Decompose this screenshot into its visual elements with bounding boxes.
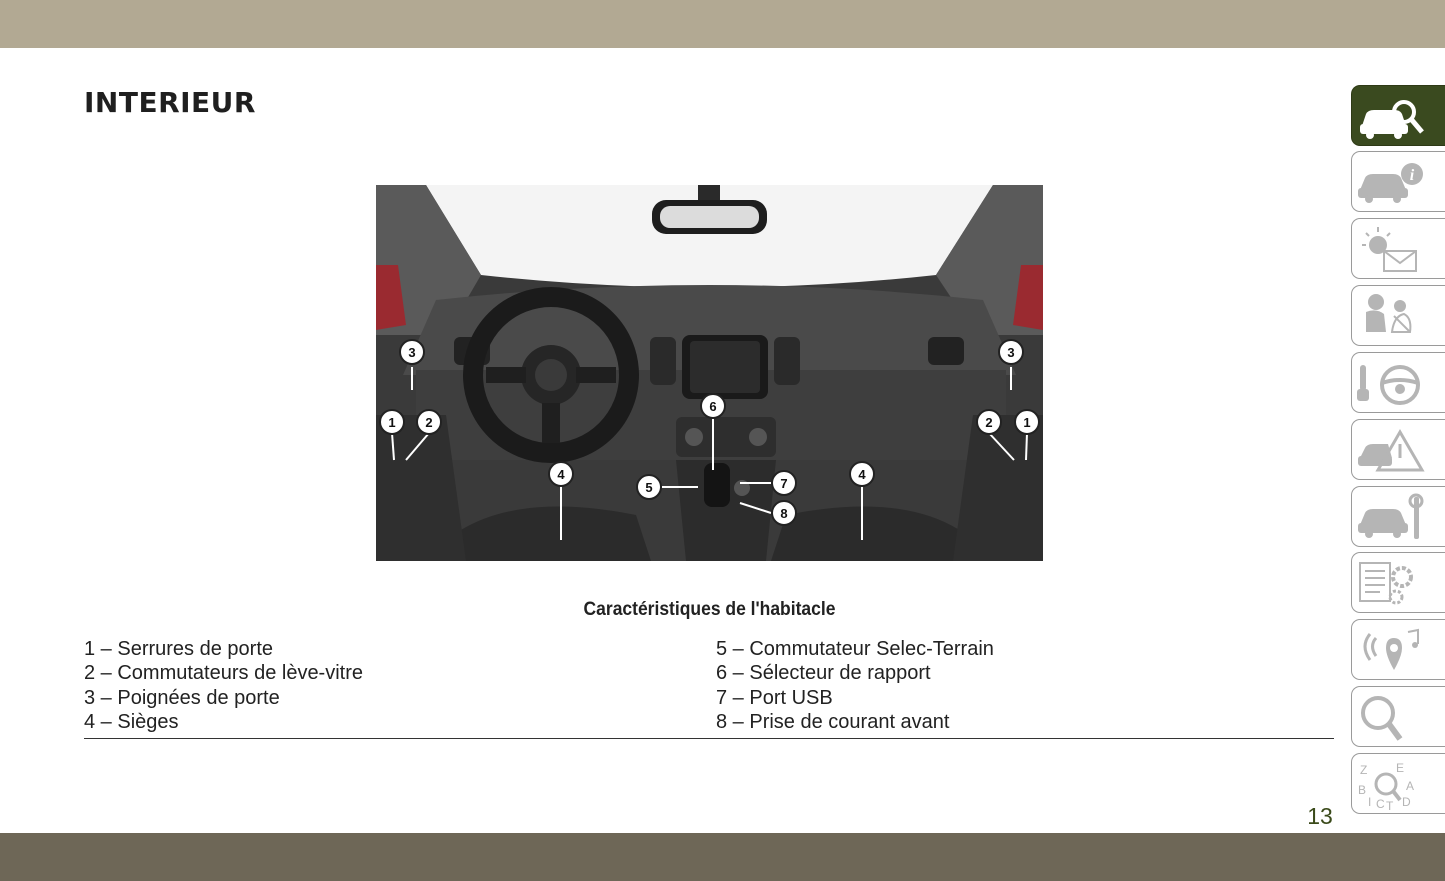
callout-badge [549,462,573,486]
warning-light-message-icon [1356,225,1426,275]
tab-emergency[interactable] [1351,419,1445,480]
tab-car-search[interactable] [1351,85,1445,146]
svg-text:I: I [1368,795,1372,809]
tab-multimedia[interactable] [1351,619,1445,680]
search-icon [1356,693,1426,743]
callout-label: 5 [645,480,653,495]
tab-service[interactable] [1351,486,1445,547]
interior-figure [376,185,1043,561]
page-title: INTERIEUR [84,86,256,119]
svg-text:Z: Z [1360,763,1368,777]
callout-badge [850,462,874,486]
svg-text:i: i [1409,167,1415,184]
svg-text:D: D [1402,795,1411,809]
legend-item: 7 – Port USB [716,686,833,709]
svg-text:T: T [1386,799,1394,810]
tab-warning-lights[interactable] [1351,218,1445,279]
tab-safety[interactable] [1351,285,1445,346]
car-service-icon [1356,493,1426,543]
svg-text:C: C [1376,797,1385,810]
legend-item: 5 – Commutateur Selec-Terrain [716,638,994,660]
callout-badge [977,410,1001,434]
callout-label: 7 [780,476,788,491]
emergency-car-warning-icon [1356,426,1426,476]
callout-label: 8 [780,506,788,521]
page-number: 13 [1307,803,1333,829]
callout-badge [380,410,404,434]
legend-item: 8 – Prise de courant avant [716,710,950,733]
callout-badge [637,475,661,499]
callout-label: 4 [858,467,866,482]
callout-label: 2 [425,415,433,430]
index-az-icon [1356,760,1426,810]
tab-driving[interactable] [1351,352,1445,413]
callout-label: 1 [388,415,396,430]
svg-text:B: B [1358,783,1367,797]
car-info-icon [1356,158,1426,208]
tab-index[interactable] [1351,753,1445,814]
legend-item: 2 – Commutateurs de lève-vitre [84,662,364,685]
callout-badge [999,340,1023,364]
header-band [0,0,1445,48]
callout-label: 4 [557,467,565,482]
callout-label: 3 [408,345,416,360]
footer-band [0,833,1445,881]
callout-badge [400,340,424,364]
callout-label: 6 [709,399,717,414]
legend-item: 1 – Serrures de porte [84,638,273,660]
multimedia-icon [1356,626,1426,676]
car-search-icon [1356,92,1426,142]
svg-text:A: A [1406,779,1415,793]
callout-badge [772,471,796,495]
callout-badge [1015,410,1039,434]
legend-item: 6 – Sélecteur de rapport [716,662,931,685]
callout-label: 3 [1007,345,1015,360]
legend-item: 3 – Poignées de porte [84,686,280,709]
airbag-seatbelt-icon [1356,292,1426,342]
tab-car-info[interactable] [1351,151,1445,212]
steering-wheel-icon [1356,359,1426,409]
legend-divider [84,738,1334,739]
interior-photo [376,185,1043,561]
figure-caption: Caractéristiques de l'habitacle [583,599,836,620]
callout-label: 1 [1023,415,1031,430]
callout-badge [701,394,725,418]
svg-text:E: E [1396,761,1405,775]
callout-badge [772,501,796,525]
tab-search[interactable] [1351,686,1445,747]
callout-badge [417,410,441,434]
legend-left-column [84,637,363,734]
tab-specifications[interactable] [1351,552,1445,613]
legend-item: 4 – Sièges [84,710,179,733]
callout-label: 2 [985,415,993,430]
legend-right-column [716,637,994,734]
specifications-gear-icon [1356,559,1426,609]
